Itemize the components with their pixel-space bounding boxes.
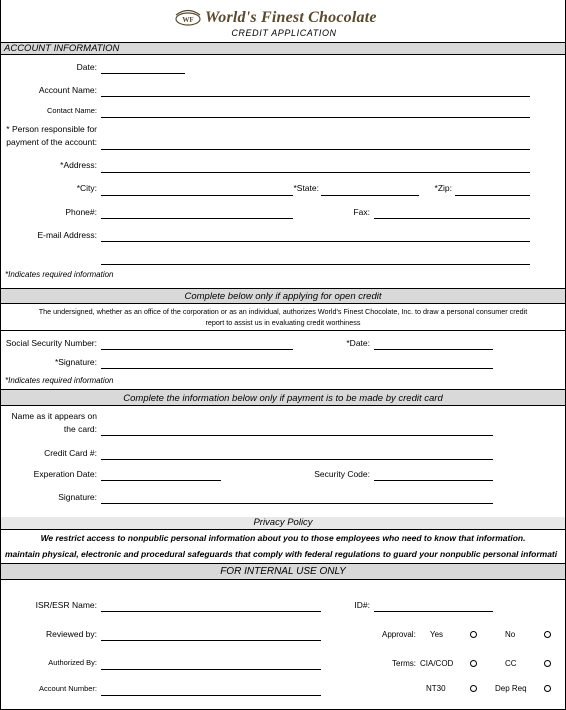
card-number-field[interactable] [101, 459, 493, 460]
city-field[interactable] [101, 195, 293, 196]
reviewed-by-label: Reviewed by: [45, 629, 97, 639]
terms-net30-label: NT30 [426, 684, 446, 693]
card-signature-field[interactable] [101, 503, 493, 504]
approval-yes-radio[interactable] [470, 631, 477, 638]
zip-field[interactable] [455, 195, 530, 196]
date-label: Date: [76, 62, 97, 72]
terms-dep-req-label: Dep Req [495, 684, 527, 693]
terms-cc-radio[interactable] [544, 660, 551, 667]
authorized-by-label: Authorized By: [48, 658, 97, 667]
terms-cia-cod-label: CIA/COD [420, 659, 454, 668]
privacy-text-1: We restrict access to nonpublic personal information about you to those employees who need to know that information. [40, 533, 526, 543]
credit-authorization-text-2: report to assist us in evaluating credit worthiness [205, 318, 361, 327]
credit-date-field[interactable] [374, 349, 493, 350]
form-header [1, 0, 566, 42]
isr-name-label: ISR/ESR Name: [35, 600, 97, 610]
brand-logo [173, 8, 413, 30]
fax-field[interactable] [374, 218, 530, 219]
phone-field[interactable] [101, 218, 293, 219]
terms-cc-label: CC [505, 659, 517, 668]
brand-name: World's Finest Chocolate [205, 9, 377, 26]
chocolate-logo-icon [173, 8, 203, 28]
zip-label: *Zip: [434, 183, 452, 193]
responsible-person-field[interactable] [101, 149, 530, 150]
reviewed-by-field[interactable] [101, 640, 321, 641]
id-field[interactable] [374, 611, 493, 612]
account-name-field[interactable] [101, 96, 530, 97]
terms-net30-radio[interactable] [470, 685, 477, 692]
security-code-field[interactable] [374, 480, 493, 481]
required-info-note-2: *Indicates required information [5, 376, 114, 385]
account-section-header: ACCOUNT INFORMATION [1, 42, 565, 55]
security-code-label: Security Code: [314, 469, 370, 479]
credit-date-label: *Date: [346, 338, 370, 348]
open-credit-section-header: Complete below only if applying for open credit [1, 288, 565, 304]
id-label: ID#: [354, 600, 370, 610]
card-name-label-1: Name as it appears on [11, 411, 97, 421]
ssn-label: Social Security Number: [5, 338, 97, 348]
date-field[interactable] [101, 73, 185, 74]
state-field[interactable] [321, 195, 419, 196]
terms-label: Terms: [392, 659, 416, 668]
terms-cia-cod-radio[interactable] [470, 660, 477, 667]
phone-label: Phone#: [65, 207, 97, 217]
form-title: CREDIT APPLICATION [231, 28, 337, 38]
card-name-field[interactable] [101, 435, 493, 436]
internal-use-section-header: FOR INTERNAL USE ONLY [1, 563, 565, 580]
city-label: *City: [76, 183, 97, 193]
email-field[interactable] [101, 241, 530, 242]
approval-yes-label: Yes [430, 630, 444, 639]
account-name-label: Account Name: [38, 85, 97, 95]
responsible-person-label-1: * Person responsible for [6, 124, 97, 134]
privacy-section-header: Privacy Policy [1, 517, 565, 530]
authorized-by-field[interactable] [101, 669, 321, 670]
email-label: E-mail Address: [37, 230, 97, 240]
expiration-date-field[interactable] [101, 480, 221, 481]
credit-signature-label: *Signature: [54, 357, 97, 367]
isr-name-field[interactable] [101, 611, 321, 612]
fax-label: Fax: [353, 207, 370, 217]
terms-dep-req-radio[interactable] [544, 685, 551, 692]
ssn-field[interactable] [101, 349, 293, 350]
approval-label: Approval: [382, 630, 416, 639]
account-number-field[interactable] [101, 695, 321, 696]
card-signature-label: Signature: [58, 492, 97, 502]
contact-name-label: Contact Name: [46, 106, 97, 115]
address-label: *Address: [60, 160, 97, 170]
contact-name-field[interactable] [101, 117, 530, 118]
privacy-text-2: maintain physical, electronic and procedural safeguards that comply with federal regulations to guard your nonpublic personal informati [5, 549, 558, 559]
card-number-label: Credit Card #: [44, 448, 97, 458]
responsible-person-label-2: payment of the account: [6, 137, 97, 147]
address-field[interactable] [101, 172, 530, 173]
approval-no-radio[interactable] [544, 631, 551, 638]
logo-text: WF [182, 16, 194, 24]
approval-no-label: No [505, 630, 516, 639]
divider [1, 330, 565, 331]
credit-authorization-text-1: The undersigned, whether as an office of the corporation or as an individual, authorizes World's Finest Chocolate, Inc. to draw a personal consumer credit [38, 307, 528, 316]
email-field-continued[interactable] [101, 264, 530, 265]
credit-signature-field[interactable] [101, 368, 493, 369]
credit-card-section-header: Complete the information below only if payment is to be made by credit card [1, 389, 565, 406]
account-number-label: Account Number: [39, 684, 97, 693]
expiration-date-label: Experation Date: [33, 469, 97, 479]
required-info-note: *Indicates required information [5, 270, 114, 279]
card-name-label-2: the card: [63, 424, 97, 434]
state-label: *State: [293, 183, 319, 193]
